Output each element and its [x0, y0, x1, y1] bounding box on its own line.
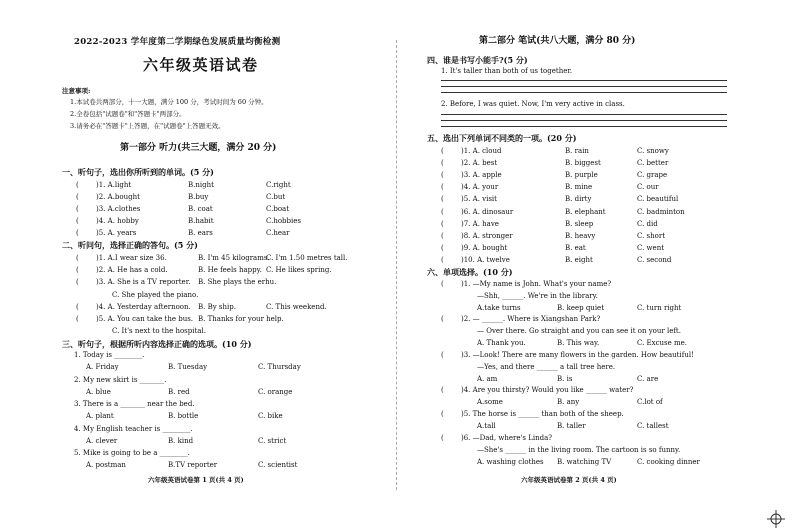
question-text: )3. —Look! There are many flowers in the garden. How beautiful! [461, 351, 694, 359]
option-a: )3. A.clothes [96, 205, 141, 213]
option-a: )6. A. dinosaur [461, 207, 514, 216]
option-a: )5. A. You can take the bus. [96, 315, 194, 323]
answer-paren[interactable]: ( [76, 217, 79, 225]
section-two-title: 二、听问句，选择正确的答句。(5 分) [62, 240, 198, 250]
option-b: B. purple [565, 171, 598, 180]
option-a: )4. A. Yesterday afternoon. [96, 302, 191, 311]
option-b: B. mine [565, 183, 593, 192]
option-b: B. keep quiet [557, 304, 605, 312]
answer-paren[interactable]: ( [441, 231, 444, 240]
option-b: B. eight [565, 255, 593, 264]
note-line: 2.全卷包括"试题卷"和"答题卡"两部分。 [70, 110, 186, 118]
option-b: B. elephant [565, 207, 606, 216]
answer-paren[interactable]: ( [441, 410, 444, 418]
writing-line[interactable] [441, 86, 727, 87]
option-a: )4. A. hobby [96, 217, 139, 225]
option-c: C. tallest [637, 422, 669, 430]
crosshair-icon [767, 510, 785, 528]
question-text: )5. The horse is ______ than both of the sheep. [461, 410, 624, 418]
copy-sentence: 1. It's taller than both of us together. [441, 67, 573, 75]
writing-line[interactable] [441, 126, 727, 127]
answer-paren[interactable]: ( [441, 159, 444, 168]
option-c: C. strict [258, 436, 287, 445]
option-a: A. Thank you. [477, 339, 526, 347]
option-b: B. red [168, 387, 190, 396]
answer-paren[interactable]: ( [441, 255, 444, 264]
question-text: 2. My new skirt is _______. [74, 375, 167, 384]
answer-paren[interactable]: ( [441, 219, 444, 228]
option-a: )4. A. your [461, 183, 499, 192]
answer-paren[interactable]: ( [441, 171, 444, 180]
section-three-title: 三、听句子，根据所听内容选择正确的选项。(10 分) [62, 339, 252, 349]
option-c: C. scientist [258, 461, 298, 469]
question-text: 3. There is a _______ near the bed. [74, 400, 195, 408]
answer-paren[interactable]: ( [76, 266, 79, 275]
option-a: )3. A. apple [461, 171, 502, 180]
option-c: C. Excuse me. [637, 339, 688, 347]
option-b: B. eat [565, 243, 586, 252]
option-b: B. kind [168, 436, 194, 445]
option-b: B.buy [188, 193, 209, 201]
note-line: 1.本试卷共两部分，十一大题，满分 100 分，考试时间为 60 分钟。 [70, 98, 268, 106]
option-c: C. grape [637, 171, 668, 180]
option-b: B. By ship. [198, 302, 236, 311]
option-c: C. are [637, 375, 659, 383]
option-a: A. washing clothes [477, 458, 544, 466]
option-c: C.right [266, 181, 291, 189]
question-text: )1. —My name is John. What's your name? [461, 280, 612, 288]
option-c: C.hobbies [266, 217, 301, 225]
option-a: )7. A. have [461, 219, 499, 228]
option-b: B. bottle [168, 412, 199, 420]
option-a: )5. A. years [96, 229, 137, 237]
option-b: B. sleep [565, 219, 594, 228]
option-c: C. He likes spring. [266, 266, 332, 275]
option-a: )2. A. He has a cold. [96, 266, 168, 275]
answer-paren[interactable]: ( [441, 386, 444, 394]
option-b: B. Thanks for your help. [198, 315, 284, 323]
option-c: C. turn right [637, 304, 682, 312]
option-c: C. It's next to the hospital. [112, 327, 206, 336]
section-one-title: 一、听句子，选出你所听到的单词。(5 分) [62, 167, 214, 177]
answer-paren[interactable]: ( [441, 315, 444, 323]
answer-paren[interactable]: ( [441, 195, 444, 204]
answer-paren[interactable]: ( [76, 302, 79, 311]
answer-paren[interactable]: ( [76, 254, 79, 262]
option-b: B. biggest [565, 159, 601, 168]
answer-paren[interactable]: ( [76, 278, 79, 287]
option-a: )5. A. visit [461, 195, 497, 204]
option-b: B. heavy [565, 231, 596, 240]
option-a: A.some [477, 398, 503, 406]
option-b: B. is [557, 375, 573, 383]
question-text: 4. My English teacher is ________. [74, 424, 193, 433]
answer-paren[interactable]: ( [76, 315, 79, 323]
option-a: A.take turns [477, 304, 521, 312]
option-c: C. beautiful [637, 195, 679, 204]
option-a: )2. A.bought [96, 193, 140, 201]
option-a: )1. A. cloud [461, 147, 502, 155]
option-c: C.but [266, 193, 286, 201]
option-b: B. This way. [557, 339, 600, 347]
option-c: C. went [637, 243, 665, 252]
note-line: 3.请务必在"答题卡"上答题，在"试题卷"上答题无效。 [70, 122, 225, 130]
option-c: C. bike [258, 412, 283, 420]
question-text: 1. Today is ________. [74, 351, 145, 359]
option-b: B. any [557, 398, 580, 406]
question-text: )6. —Dad, where's Linda? [461, 434, 553, 442]
option-a: )10. A. twelve [461, 255, 510, 264]
answer-paren[interactable]: ( [441, 183, 444, 192]
option-a: )9. A. bought [461, 243, 508, 252]
section-four-title: 四、谁是书写小能手?(5 分) [427, 55, 528, 65]
question-text: —Shh, ______. We're in the library. [477, 292, 598, 300]
part-one-heading: 第一部分 听力(共三大题，满分 20 分) [120, 143, 277, 153]
answer-paren[interactable]: ( [441, 434, 444, 442]
question-text: )4. Are you thirsty? Would you like ______ water? [461, 386, 634, 394]
option-a: A. postman [86, 461, 126, 469]
option-a: )8. A. stronger [461, 231, 513, 240]
question-text: —Yes, and there ______ a tall tree here. [477, 363, 616, 371]
answer-paren[interactable]: ( [441, 280, 444, 288]
writing-line[interactable] [441, 92, 727, 93]
option-c: C. This weekend. [266, 302, 327, 311]
question-text: )2. — ______. Where is Xiangshan Park? [461, 315, 601, 323]
option-c: C. cooking dinner [637, 458, 700, 466]
option-b: B. coat [188, 205, 213, 213]
option-c: C. badminton [637, 207, 685, 216]
section-six-title: 六、单项选择。(10 分) [427, 267, 513, 277]
option-a: )3. A. She is a TV reporter. [96, 278, 191, 287]
answer-paren[interactable]: ( [76, 205, 79, 213]
page-footer: 六年级英语试卷第 2 页(共 4 页) [521, 476, 617, 484]
option-b: B. ears [188, 229, 213, 237]
page-footer: 六年级英语试卷第 1 页(共 4 页) [148, 476, 244, 484]
answer-paren[interactable]: ( [441, 243, 444, 252]
section-five-title: 五、选出下列单词不同类的一项。(20 分) [427, 133, 577, 143]
option-a: A. plant [86, 412, 114, 420]
question-text: 5. Mike is going to be a ________. [74, 449, 190, 457]
answer-paren[interactable]: ( [441, 207, 444, 216]
right-page [397, 0, 794, 530]
writing-line[interactable] [441, 80, 727, 81]
option-b: B.habit [188, 217, 214, 225]
option-a: )2. A. best [461, 159, 498, 168]
option-b: B. taller [557, 422, 586, 430]
option-b: B. She plays the erhu. [198, 278, 277, 287]
writing-line[interactable] [441, 120, 727, 121]
option-c: C. did [637, 219, 658, 228]
option-a: A. Friday [86, 363, 119, 371]
writing-line[interactable] [441, 114, 727, 115]
option-c: C. snowy [637, 147, 669, 155]
option-b: B. He feels happy. [198, 266, 262, 275]
option-b: B. watching TV [557, 458, 612, 466]
option-c: C. She played the piano. [112, 290, 199, 299]
option-a: A.tall [477, 422, 496, 430]
option-a: A. clever [86, 436, 118, 445]
option-c: C. second [637, 255, 672, 264]
exam-header: 2022-2023 学年度第二学期绿色发展质量均衡检测 [74, 37, 281, 47]
option-c: C.boat [266, 205, 290, 213]
option-a: A. blue [86, 387, 111, 396]
option-c: C. our [637, 183, 659, 192]
option-b: B. dirty [565, 195, 592, 204]
option-b: B.TV reporter [168, 461, 218, 469]
option-a: A. am [477, 375, 498, 383]
answer-paren[interactable]: ( [441, 351, 444, 359]
option-c: C. better [637, 159, 669, 168]
answer-paren[interactable]: ( [76, 193, 79, 201]
option-b: B. rain [565, 147, 589, 155]
option-c: C. Thursday [258, 363, 301, 371]
answer-paren[interactable]: ( [76, 181, 79, 189]
option-c: C.hear [266, 229, 290, 237]
option-b: B. I'm 45 kilograms. [198, 254, 270, 262]
copy-sentence: 2. Before, I was quiet. Now, I'm very active in class. [441, 100, 625, 108]
answer-paren[interactable]: ( [441, 147, 444, 155]
option-c: C. I'm 1.50 metres tall. [266, 254, 348, 262]
exam-title: 六年级英语试卷 [143, 56, 259, 74]
answer-paren[interactable]: ( [76, 229, 79, 237]
option-a: )1. A.light [96, 181, 132, 189]
option-b: B. Tuesday [168, 363, 208, 371]
question-text: — Over there. Go straight and you can see it on your left. [477, 327, 681, 335]
option-b: B.night [188, 181, 214, 189]
option-c: C. orange [258, 387, 293, 396]
option-c: C.lot of [637, 398, 663, 406]
notes-title: 注意事项: [62, 87, 91, 95]
option-a: )1. A.I wear size 36. [96, 254, 167, 262]
question-text: —She's ______ in the living room. The cartoon is so funny. [477, 446, 681, 454]
part-two-heading: 第二部分 笔试(共八大题，满分 80 分) [479, 36, 636, 46]
option-c: C. short [637, 231, 666, 240]
